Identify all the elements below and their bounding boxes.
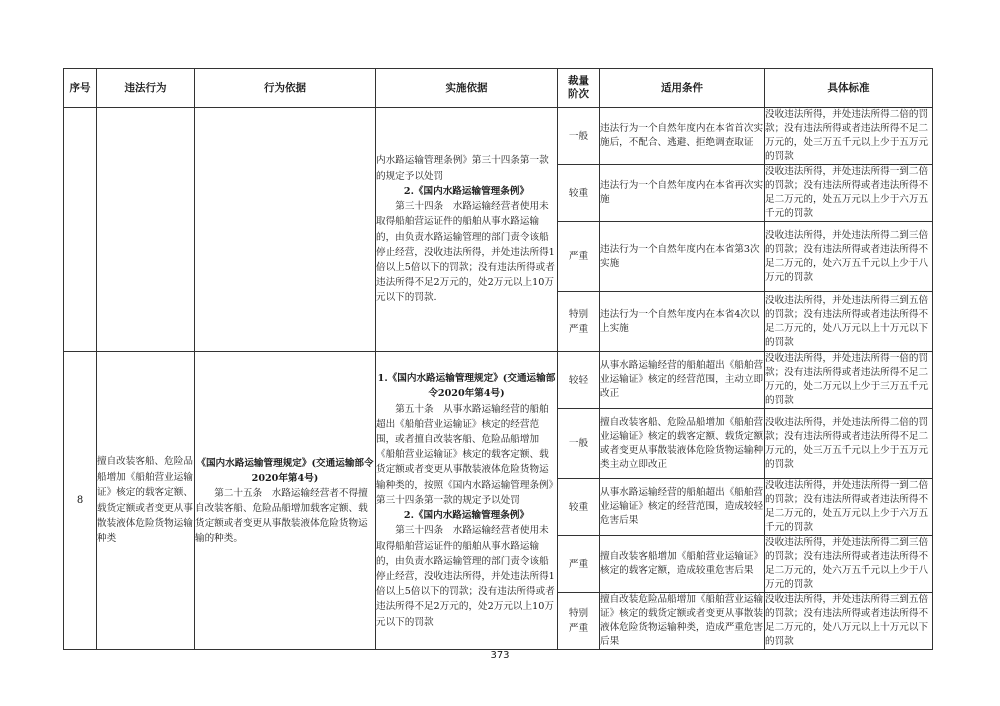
seq-cell: 8 xyxy=(64,352,97,650)
standard-cell: 没收违法所得，并处违法所得一到二倍的罚款；没有违法所得或者违法所得不足二万元的，处五万元以上少于六万五千元的罚款 xyxy=(765,479,933,536)
penalty-standard-table xyxy=(63,68,933,650)
standard-cell: 没收违法所得，并处违法所得三到五倍的罚款；没有违法所得或者违法所得不足二万元的，处八万元以上十万元以下的罚款 xyxy=(765,292,933,352)
impl-basis-heading: 2.《国内水路运输管理条例》 xyxy=(403,185,530,197)
page-number: 373 xyxy=(490,650,510,661)
table-row xyxy=(64,352,933,409)
header-impl-basis: 实施依据 xyxy=(376,69,558,108)
violation-cell xyxy=(97,108,195,352)
level-text: 特别严重 xyxy=(568,308,589,335)
level-cell: 严重 xyxy=(558,222,600,292)
condition-cell: 擅自改装客船、危险品船增加《船舶营业运输证》核定的载客定额、载货定额或者变更从事散装液体危险货物运输种类主动立即改正 xyxy=(600,409,765,479)
table-header-row xyxy=(64,69,933,108)
condition-cell: 擅自改装客船增加《船舶营业运输证》核定的载客定额，造成较重危害后果 xyxy=(600,536,765,593)
violation-cell: 擅自改装客船、危险品船增加《船舶营业运输证》核定的载客定额、载货定额或者变更从事散装液体危险货物运输种类 xyxy=(97,352,195,650)
standard-cell: 没收违法所得，并处违法所得三到五倍的罚款；没有违法所得或者违法所得不足二万元的，处八万元以上十万元以下的罚款 xyxy=(765,593,933,650)
impl-basis-body: 第三十四条 水路运输经营者使用未取得船舶营运证件的船舶从事水路运输的，由负责水路运输管理的部门责令该船停止经营，没收违法所得，并处违法所得1倍以上5倍以下的罚款；没有违法所得或者违法所得不足2万元的，处2万元以上10万元以下的罚款. xyxy=(376,201,555,304)
level-cell: 较重 xyxy=(558,165,600,222)
seq-cell xyxy=(64,108,97,352)
level-cell: 较重 xyxy=(558,479,600,536)
level-cell: 一般 xyxy=(558,409,600,479)
condition-cell: 违法行为一个自然年度内在本省第3次实施 xyxy=(600,222,765,292)
standard-cell: 没收违法所得，并处违法所得二到三倍的罚款；没有违法所得或者违法所得不足二万元的，处六万五千元以上少于八万元的罚款 xyxy=(765,222,933,292)
level-cell: 严重 xyxy=(558,536,600,593)
level-cell: 较轻 xyxy=(558,352,600,409)
impl-basis-heading-1: 1.《国内水路运输管理规定》(交通运输部令2020年第4号) xyxy=(377,373,556,400)
condition-cell: 违法行为一个自然年度内在本省首次实施后，不配合、逃避、拒绝调查取证 xyxy=(600,108,765,165)
header-condition: 适用条件 xyxy=(600,69,765,108)
standard-cell: 没收违法所得，并处违法所得二倍的罚款；没有违法所得或者违法所得不足二万元的，处三万五千元以上少于五万元的罚款 xyxy=(765,409,933,479)
condition-cell: 违法行为一个自然年度内在本省再次实施 xyxy=(600,165,765,222)
standard-cell: 没收违法所得，并处违法所得一倍的罚款；没有违法所得或者违法所得不足二万元的，处二万元以上少于三万五千元的罚款 xyxy=(765,352,933,409)
header-basis-of-act: 行为依据 xyxy=(195,69,376,108)
impl-basis-cell xyxy=(376,352,558,650)
impl-basis-body-1: 第五十条 从事水路运输经营的船舶超出《船舶营业运输证》核定的经营范围，或者擅自改装客船、危险品船增加《船舶营业运输证》核定的载客定额、载货定额或者变更从事散装液体危险货物运输种类的，按照《国内水路运输管理条例》第三十四条第一款的规定予以处罚 xyxy=(376,403,554,506)
condition-cell: 违法行为一个自然年度内在本省4次以上实施 xyxy=(600,292,765,352)
standard-cell: 没收违法所得，并处违法所得二倍的罚款；没有违法所得或者违法所得不足二万元的，处三万五千元以上少于五万元的罚款 xyxy=(765,108,933,165)
header-standard: 具体标准 xyxy=(765,69,933,108)
impl-basis-line1: 内水路运输管理条例》第三十四条第一款的规定予以处罚 xyxy=(376,155,549,182)
basis-of-act-heading: 《国内水路运输管理规定》(交通运输部令2020年第4号) xyxy=(196,457,374,484)
condition-cell: 擅自改装危险品船增加《船舶营业运输证》核定的载货定额或者变更从事散装液体危险货物运输种类，造成严重危害后果 xyxy=(600,593,765,650)
level-text: 特别严重 xyxy=(568,608,589,634)
standard-cell: 没收违法所得，并处违法所得一到二倍的罚款；没有违法所得或者违法所得不足二万元的，处五万元以上少于六万五千元的罚款 xyxy=(765,165,933,222)
header-violation: 违法行为 xyxy=(97,69,195,108)
level-cell xyxy=(558,292,600,352)
impl-basis-cell xyxy=(376,108,558,352)
header-level: 裁量阶次 xyxy=(558,69,600,108)
condition-cell: 从事水路运输经营的船舶超出《船舶营业运输证》核定的经营范围，造成较轻危害后果 xyxy=(600,479,765,536)
header-seq: 序号 xyxy=(64,69,97,108)
basis-of-act-body: 第二十五条 水路运输经营者不得擅自改装客船、危险品船增加载客定额、载货定额或者变更从事散装液体危险货物运输的种类。 xyxy=(195,487,368,544)
standard-cell: 没收违法所得，并处违法所得二到三倍的罚款；没有违法所得或者违法所得不足二万元的，处六万五千元以上少于八万元的罚款 xyxy=(765,536,933,593)
condition-cell: 从事水路运输经营的船舶超出《船舶营业运输证》核定的经营范围，主动立即改正 xyxy=(600,352,765,409)
level-cell: 一般 xyxy=(558,108,600,165)
impl-basis-body-2: 第三十四条 水路运输经营者使用未取得船舶营运证件的船舶从事水路运输的，由负责水路运输管理的部门责令该船停止经营，没收违法所得，并处违法所得1倍以上5倍以下的罚款；没有违法所得或者违法所得不足2万元的，处2万元以上10万元以下的罚款 xyxy=(376,525,555,628)
basis-of-act-cell xyxy=(195,108,376,352)
basis-of-act-cell xyxy=(195,352,376,650)
impl-basis-heading-2: 2.《国内水路运输管理条例》 xyxy=(403,510,530,522)
level-cell xyxy=(558,593,600,650)
table-row xyxy=(64,108,933,165)
